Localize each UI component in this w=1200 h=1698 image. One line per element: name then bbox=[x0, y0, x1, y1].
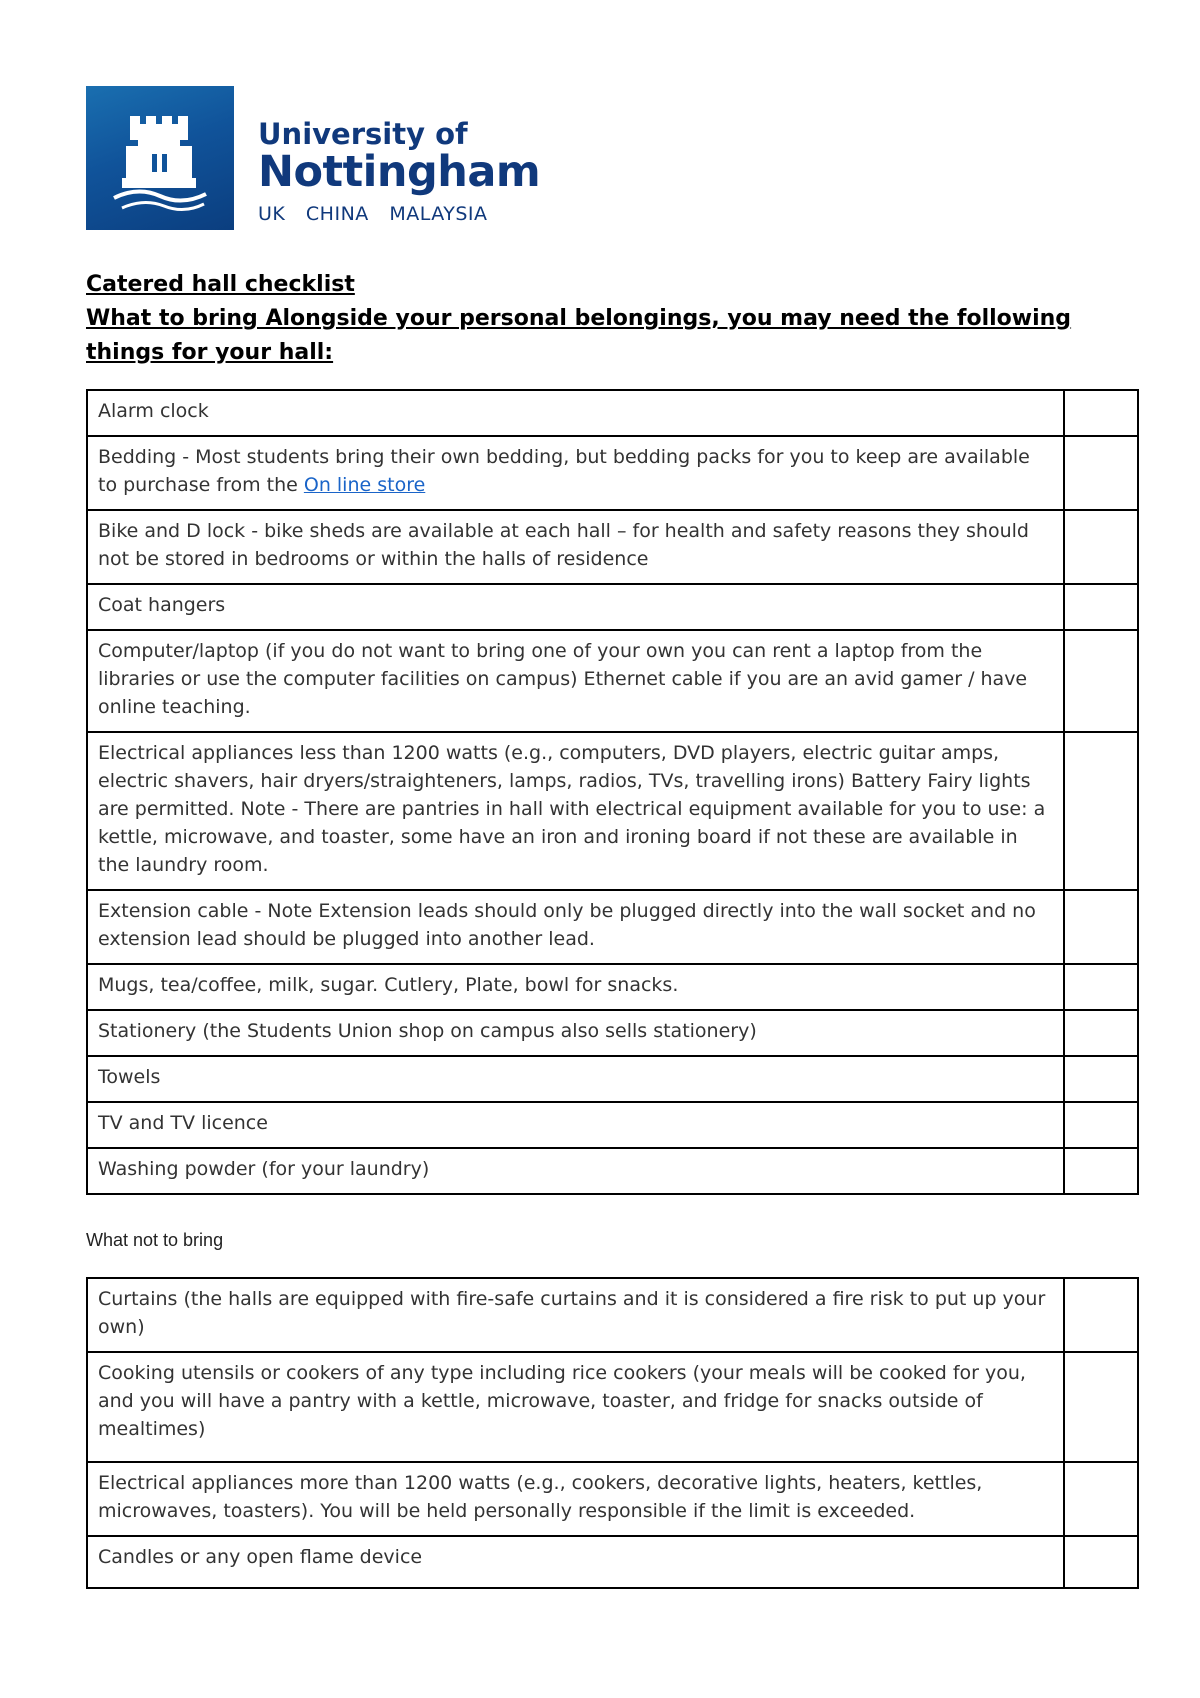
checklist-item-text: Electrical appliances less than 1200 watts (e.g., computers, DVD players, electric guitar amps, electric shavers, hair dryers/straighteners, lamps, radios, TVs, travelling irons) Battery Fairy lights are permitted. Note - There are pantries in hall with electrical equipment available for you to use: a kettle, microwave, and toaster, some have an iron and ironing board if not these are available in the laundry room. bbox=[98, 742, 1046, 876]
not-bring-checklist-table bbox=[86, 1277, 1139, 1589]
not-bring-label: What not to bring bbox=[86, 1230, 224, 1250]
checklist-row bbox=[87, 584, 1138, 630]
castle-crest-icon bbox=[86, 86, 234, 230]
checklist-row bbox=[87, 964, 1138, 1010]
checklist-row bbox=[87, 1010, 1138, 1056]
checklist-row bbox=[87, 510, 1138, 584]
checklist-item-cell bbox=[87, 890, 1064, 964]
checklist-row bbox=[87, 1278, 1138, 1352]
university-logo bbox=[86, 86, 541, 230]
checklist-item-cell bbox=[87, 1352, 1064, 1462]
checklist-item-text: Cooking utensils or cookers of any type including rice cookers (your meals will be cooked for you, and you will have a pantry with a kettle, microwave, toaster, and fridge for snacks outside of mealtimes) bbox=[98, 1362, 1026, 1440]
bring-checklist-table bbox=[86, 389, 1139, 1195]
checkbox-cell[interactable] bbox=[1064, 1278, 1138, 1352]
checkbox-cell[interactable] bbox=[1064, 1148, 1138, 1194]
checklist-item-cell bbox=[87, 630, 1064, 732]
checklist-row bbox=[87, 1056, 1138, 1102]
online-store-link[interactable]: On line store bbox=[303, 474, 426, 496]
checklist-item-cell bbox=[87, 390, 1064, 436]
checklist-row bbox=[87, 436, 1138, 510]
checklist-item-text: Electrical appliances more than 1200 watts (e.g., cookers, decorative lights, heaters, kettles, microwaves, toasters). You will be held personally responsible if the limit is exceeded. bbox=[98, 1472, 983, 1522]
checklist-row bbox=[87, 1352, 1138, 1462]
checklist-row bbox=[87, 1536, 1138, 1588]
checklist-item-text: Towels bbox=[98, 1066, 161, 1088]
checklist-item-cell bbox=[87, 1010, 1064, 1056]
checkbox-cell[interactable] bbox=[1064, 890, 1138, 964]
checklist-item-text: Candles or any open flame device bbox=[98, 1546, 423, 1568]
checklist-item-text: Extension cable - Note Extension leads should only be plugged directly into the wall socket and no extension lead should be plugged into another lead. bbox=[98, 900, 1036, 950]
checklist-item-cell bbox=[87, 510, 1064, 584]
checklist-item-text: Bike and D lock - bike sheds are available at each hall – for health and safety reasons they should not be stored in bedrooms or within the halls of residence bbox=[98, 520, 1029, 570]
page-title: Catered hall checklist bbox=[86, 272, 355, 297]
checklist-item-cell bbox=[87, 1278, 1064, 1352]
checkbox-cell[interactable] bbox=[1064, 1010, 1138, 1056]
checklist-item-text: Bedding - Most students bring their own bedding, but bedding packs for you to keep are available to purchase from the bbox=[98, 446, 1030, 496]
checkbox-cell[interactable] bbox=[1064, 436, 1138, 510]
checkbox-cell[interactable] bbox=[1064, 1056, 1138, 1102]
checkbox-cell[interactable] bbox=[1064, 630, 1138, 732]
logo-line-3: UK CHINA MALAYSIA bbox=[258, 203, 488, 225]
checklist-item-text: Alarm clock bbox=[98, 400, 209, 422]
checkbox-cell[interactable] bbox=[1064, 390, 1138, 436]
checklist-row bbox=[87, 390, 1138, 436]
checkbox-cell[interactable] bbox=[1064, 1102, 1138, 1148]
logo-line-2: Nottingham bbox=[258, 147, 541, 197]
checklist-item-text: Stationery (the Students Union shop on campus also sells stationery) bbox=[98, 1020, 757, 1042]
checklist-item-text: Mugs, tea/coffee, milk, sugar. Cutlery, Plate, bowl for snacks. bbox=[98, 974, 679, 996]
checklist-item-cell bbox=[87, 436, 1064, 510]
checkbox-cell[interactable] bbox=[1064, 510, 1138, 584]
checklist-item-cell bbox=[87, 964, 1064, 1010]
checklist-item-text: Coat hangers bbox=[98, 594, 226, 616]
checklist-row bbox=[87, 890, 1138, 964]
checkbox-cell[interactable] bbox=[1064, 584, 1138, 630]
checklist-row bbox=[87, 630, 1138, 732]
checklist-row bbox=[87, 1148, 1138, 1194]
checkbox-cell[interactable] bbox=[1064, 1352, 1138, 1462]
checklist-item-cell bbox=[87, 584, 1064, 630]
checklist-item-text: Curtains (the halls are equipped with fire-safe curtains and it is considered a fire risk to put up your own) bbox=[98, 1288, 1046, 1338]
checklist-item-cell bbox=[87, 1148, 1064, 1194]
checklist-row bbox=[87, 1462, 1138, 1536]
checklist-row bbox=[87, 1102, 1138, 1148]
checklist-item-cell bbox=[87, 1102, 1064, 1148]
checkbox-cell[interactable] bbox=[1064, 732, 1138, 890]
logo-wordmark bbox=[258, 117, 541, 225]
checklist-item-text: Washing powder (for your laundry) bbox=[98, 1158, 430, 1180]
checklist-item-cell bbox=[87, 1056, 1064, 1102]
checkbox-cell[interactable] bbox=[1064, 1462, 1138, 1536]
page-subtitle: What to bring Alongside your personal belongings, you may need the following things for your hall: bbox=[86, 306, 1072, 365]
logo-line-1: University of bbox=[258, 117, 468, 151]
checklist-item-cell bbox=[87, 732, 1064, 890]
checkbox-cell[interactable] bbox=[1064, 964, 1138, 1010]
checklist-item-text: TV and TV licence bbox=[98, 1112, 268, 1134]
checklist-item-cell bbox=[87, 1536, 1064, 1588]
checklist-item-text: Computer/laptop (if you do not want to bring one of your own you can rent a laptop from the libraries or use the computer facilities on campus) Ethernet cable if you are an avid gamer / have online teaching. bbox=[98, 640, 1028, 718]
page-heading bbox=[86, 268, 1086, 370]
checklist-row bbox=[87, 732, 1138, 890]
checkbox-cell[interactable] bbox=[1064, 1536, 1138, 1588]
checklist-item-cell bbox=[87, 1462, 1064, 1536]
